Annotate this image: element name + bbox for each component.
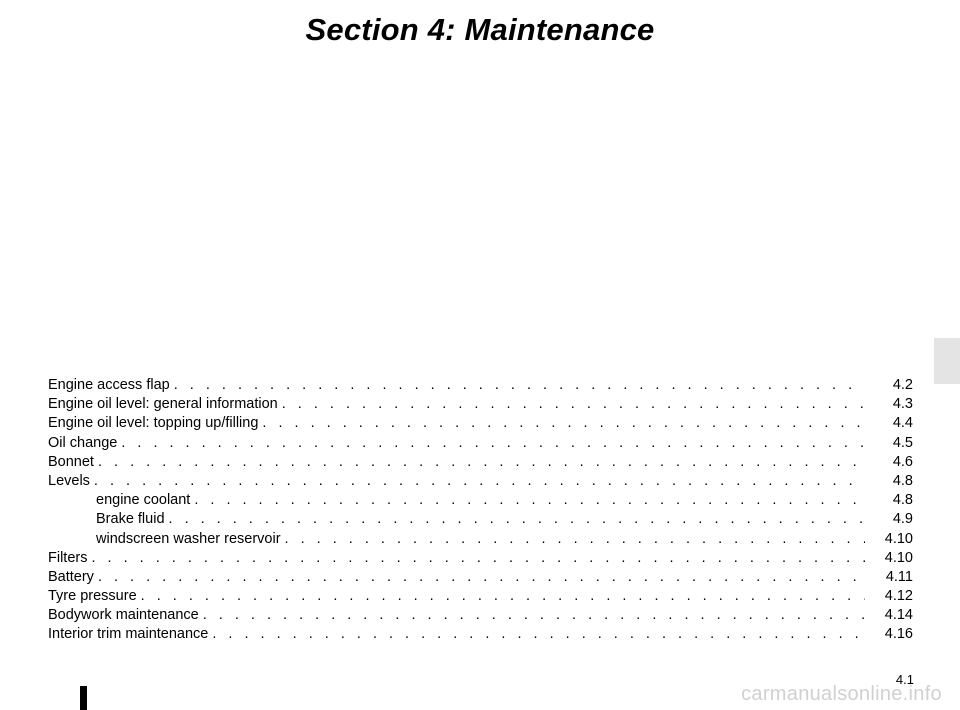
toc-entry-page: 4.14 <box>884 607 913 624</box>
toc-entry-label: Bodywork maintenance <box>48 607 199 624</box>
dot-leader <box>174 376 865 395</box>
toc-entry[interactable] <box>48 472 913 491</box>
dot-leader <box>121 434 865 453</box>
toc-entry[interactable] <box>48 414 913 433</box>
toc-entry-label: Battery <box>48 568 94 585</box>
toc-entry-page: 4.12 <box>884 588 913 605</box>
toc-entry[interactable] <box>48 395 913 414</box>
dot-leader <box>94 472 865 491</box>
toc-entry-label: Oil change <box>48 434 118 451</box>
toc-entry[interactable] <box>48 568 913 587</box>
dot-leader <box>98 453 865 472</box>
toc-entry-page: 4.5 <box>892 434 913 451</box>
section-tab <box>934 338 960 384</box>
toc-entry-label: windscreen washer reservoir <box>96 530 281 547</box>
dot-leader <box>285 530 865 549</box>
dot-leader <box>194 491 865 510</box>
toc-entry-page: 4.16 <box>884 626 913 643</box>
toc-entry-page: 4.4 <box>892 415 913 432</box>
toc-entry-page: 4.3 <box>892 396 913 413</box>
toc-entry-page: 4.10 <box>884 530 913 547</box>
toc-entry-label: Engine access flap <box>48 377 170 393</box>
page-number: 4.1 <box>895 672 914 687</box>
toc-entry[interactable] <box>48 625 913 644</box>
binding-mark <box>80 686 87 710</box>
toc-entry-label: Filters <box>48 549 88 566</box>
toc-entry-page: 4.8 <box>892 492 913 509</box>
toc-entry-label: Bonnet <box>48 453 94 470</box>
dot-leader <box>262 414 865 433</box>
toc-entry-page: 4.6 <box>892 453 913 470</box>
toc-entry-label: Interior trim maintenance <box>48 626 209 643</box>
dot-leader <box>91 549 865 568</box>
toc-entry[interactable] <box>48 587 913 606</box>
table-of-contents <box>48 376 913 645</box>
toc-entry-page: 4.2 <box>892 377 913 393</box>
toc-entry[interactable] <box>48 510 913 529</box>
toc-entry[interactable] <box>48 453 913 472</box>
toc-entry[interactable] <box>48 530 913 549</box>
toc-entry-label: Tyre pressure <box>48 588 137 605</box>
toc-entry-label: Engine oil level: general information <box>48 396 278 413</box>
dot-leader <box>141 587 865 606</box>
page-title: Section 4: Maintenance <box>305 12 655 47</box>
toc-entry[interactable] <box>48 376 913 395</box>
dot-leader <box>203 606 865 625</box>
toc-entry[interactable] <box>48 549 913 568</box>
toc-entry-label: Engine oil level: topping up/filling <box>48 415 259 432</box>
toc-entry-page: 4.8 <box>892 472 913 489</box>
dot-leader <box>282 395 865 414</box>
toc-entry-label: engine coolant <box>96 492 191 509</box>
dot-leader <box>98 568 865 587</box>
toc-entry-label: Levels <box>48 472 90 489</box>
toc-entry[interactable] <box>48 491 913 510</box>
toc-entry[interactable] <box>48 434 913 453</box>
toc-entry[interactable] <box>48 606 913 625</box>
watermark: carmanualsonline.info <box>741 683 942 705</box>
toc-entry-label: Brake fluid <box>96 511 165 528</box>
dot-leader <box>169 510 865 529</box>
toc-entry-page: 4.11 <box>885 568 913 585</box>
toc-entry-page: 4.9 <box>892 511 913 528</box>
dot-leader <box>212 625 865 644</box>
toc-entry-page: 4.10 <box>884 549 913 566</box>
